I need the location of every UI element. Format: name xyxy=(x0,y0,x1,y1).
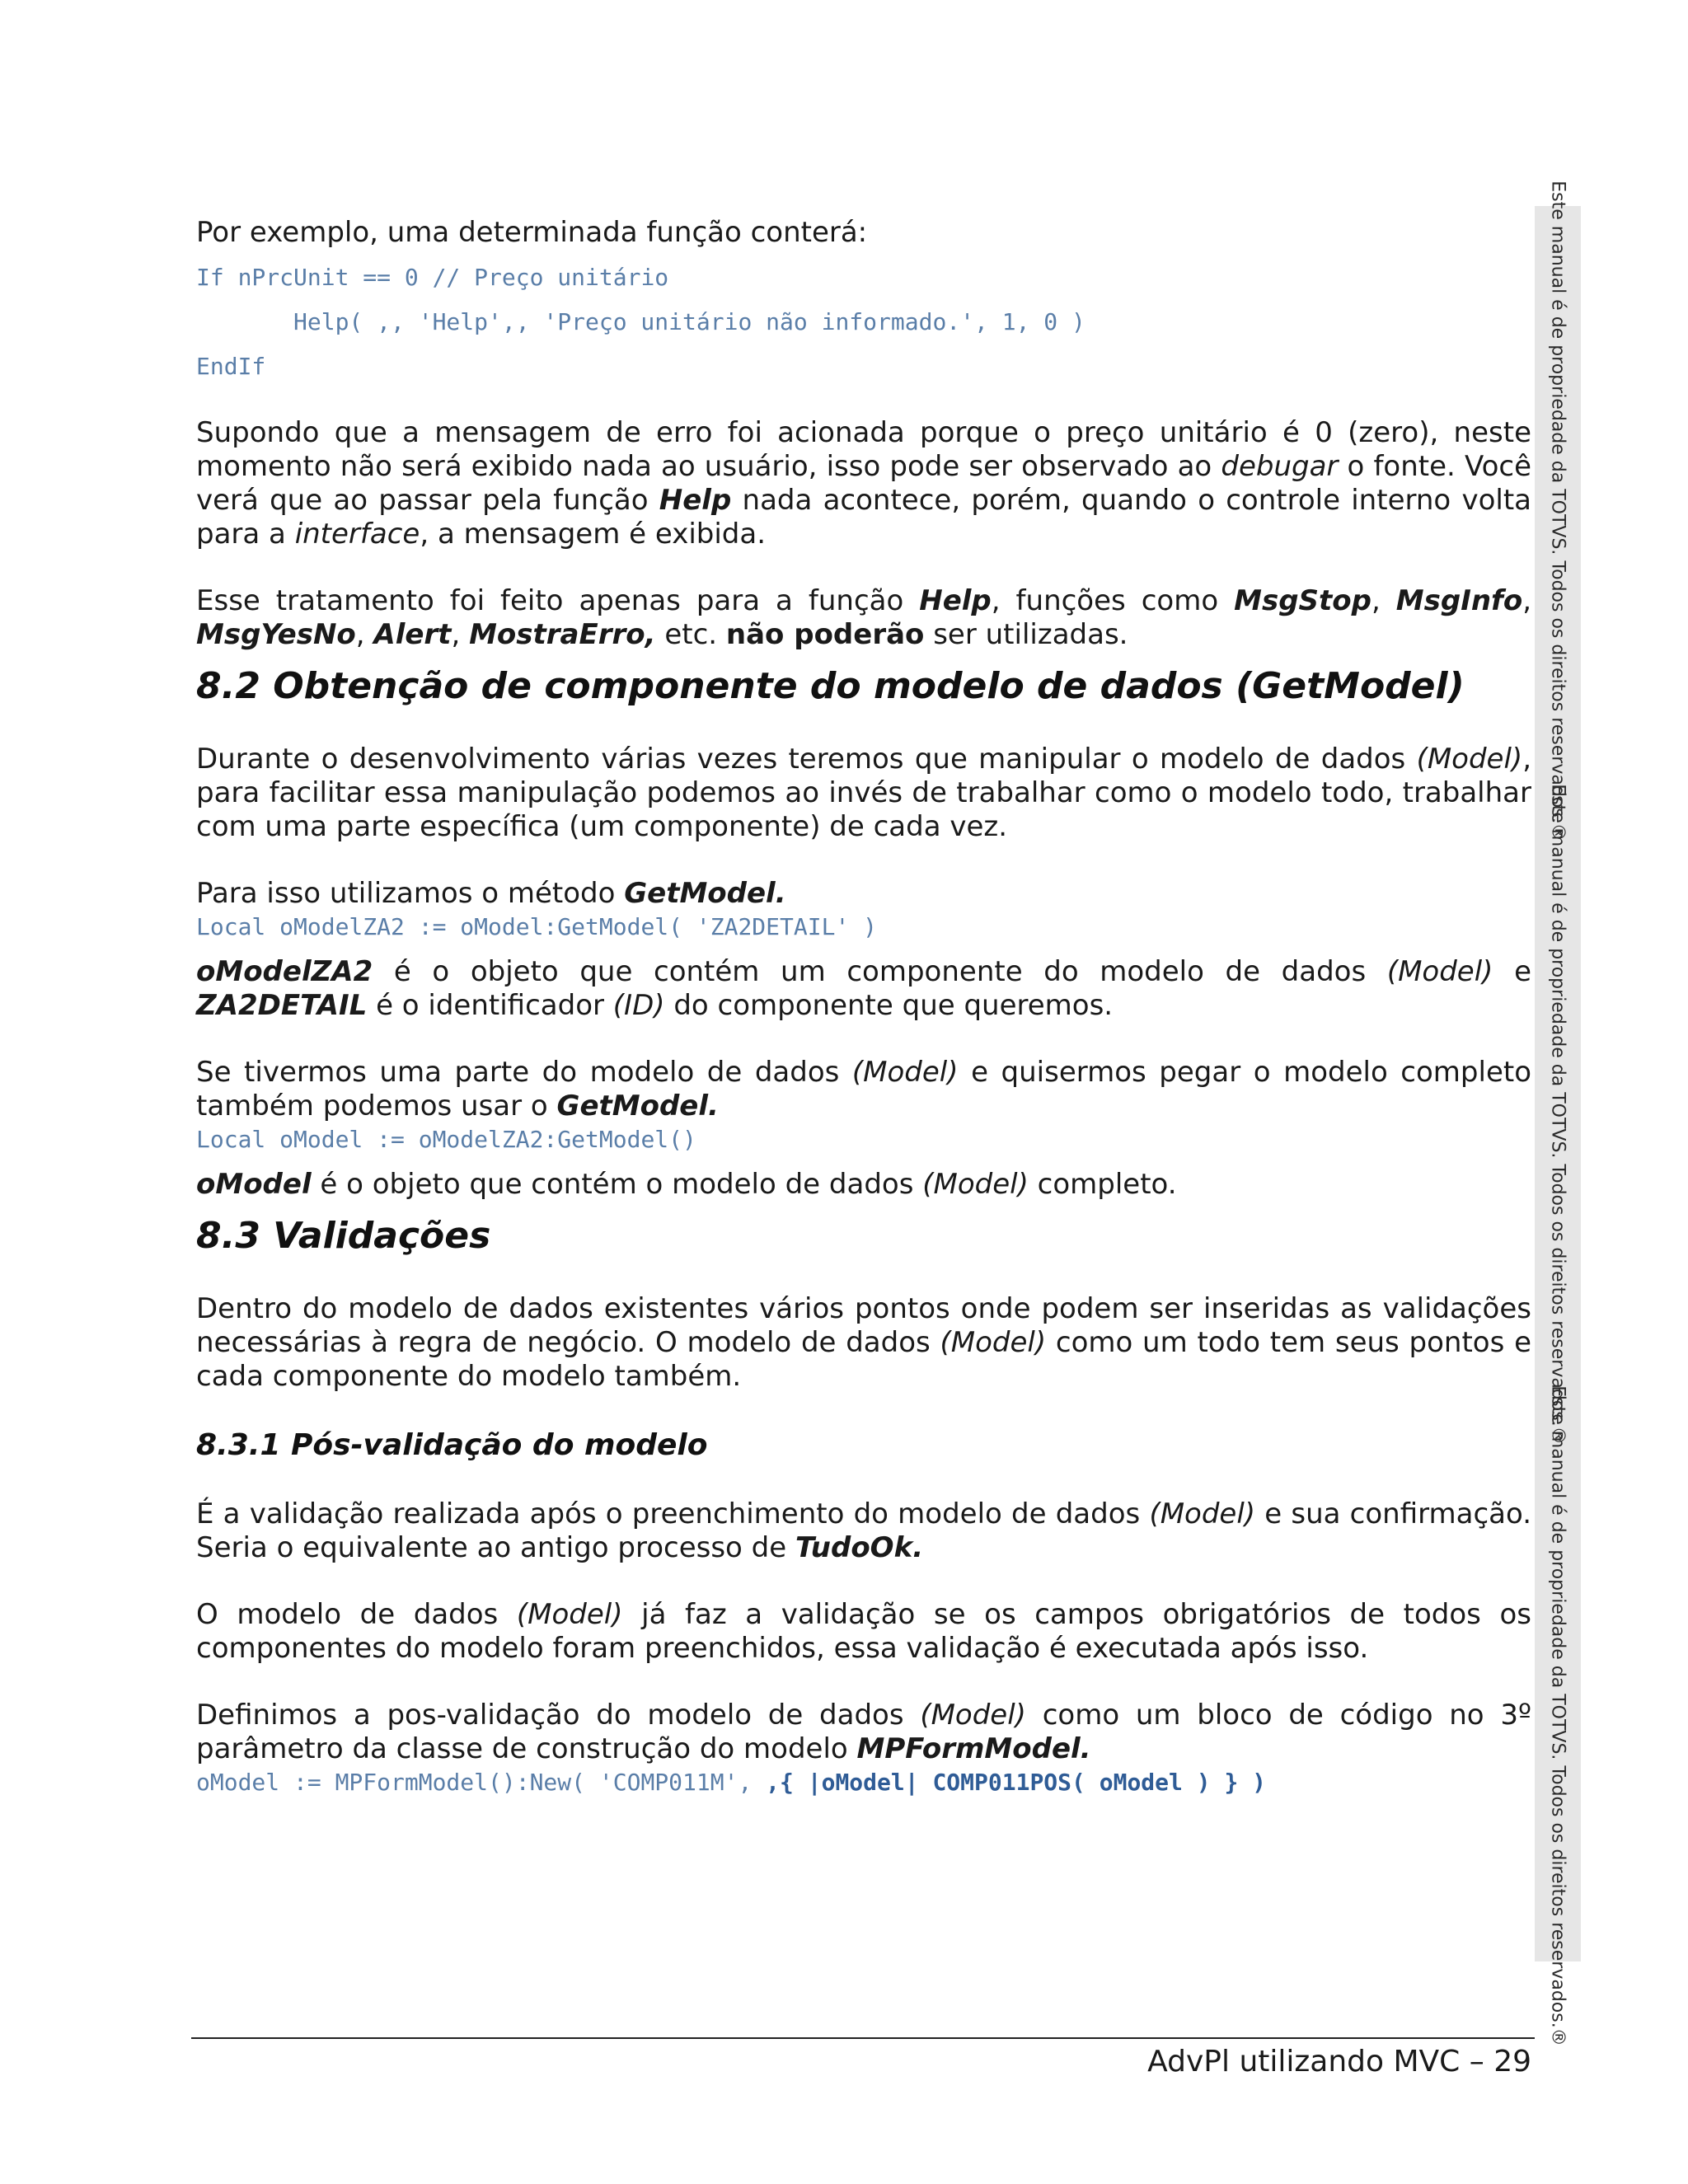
copyright-notice: Este manual é de propriedade da TOTVS. Todos os direitos reservados.® xyxy=(1547,784,1568,1445)
paragraph-modelo-campos: O modelo de dados (Model) já faz a validação se os campos obrigatórios de todos os componentes do modelo foram preenchidos, essa validação é executada após isso. xyxy=(196,1598,1532,1665)
paragraph-definimos: Definimos a pos-validação do modelo de dados (Model) como um bloco de código no 3º parâmetro da classe de construção do modelo MPFormModel. xyxy=(196,1699,1531,1765)
section-heading-8-2: 8.2 Obtenção de componente do modelo de dados (GetModel) xyxy=(196,665,1465,707)
paragraph-validacao: É a validação realizada após o preenchimento do modelo de dados (Model) e sua confirmação. Seria o equivalente ao antigo processo de TudoOk. xyxy=(196,1497,1531,1564)
code-line: Help( ,, 'Help',, 'Preço unitário não informado.', 1, 0 ) xyxy=(293,308,1085,335)
copyright-notice: Este manual é de propriedade da TOTVS. Todos os direitos reservados.® xyxy=(1547,180,1568,841)
paragraph-omodel: oModel é o objeto que contém o modelo de dados (Model) completo. xyxy=(196,1168,1177,1201)
footer-page-label: AdvPl utilizando MVC – 29 xyxy=(1147,2045,1531,2079)
copyright-notice: Este manual é de propriedade da TOTVS. Todos os direitos reservados.® xyxy=(1547,1385,1568,2046)
paragraph-tratamento: Esse tratamento foi feito apenas para a função Help, funções como MsgStop, MsgInfo, MsgYesNo, Alert, MostraErro, etc. não poderão ser utilizadas. xyxy=(196,584,1532,651)
paragraph-omodelza2: oModelZA2 é o objeto que contém um componente do modelo de dados (Model) e ZA2DETAIL é o identificador (ID) do componente que queremos. xyxy=(196,955,1531,1022)
copyright-sidebar xyxy=(1535,180,1581,2046)
footer-divider xyxy=(191,2037,1535,2039)
code-line: EndIf xyxy=(196,353,266,380)
page-content xyxy=(196,216,1531,1799)
intro-paragraph: Por exemplo, uma determinada função conterá: xyxy=(196,216,868,249)
code-line-getmodel-full: Local oModel := oModelZA2:GetModel() xyxy=(196,1126,696,1153)
code-block-help xyxy=(196,261,1531,383)
code-line-mpformmodel: oModel := MPFormModel():New( 'COMP011M', ,{ |oModel| COMP011POS( oModel ) } ) xyxy=(196,1769,1267,1796)
paragraph-durante: Durante o desenvolvimento várias vezes teremos que manipular o modelo de dados (Model), para facilitar essa manipulação podemos ao invés de trabalhar como o modelo todo, trabalhar com uma parte específica (um componente) de cada vez. xyxy=(196,743,1531,843)
paragraph-dentro: Dentro do modelo de dados existentes vários pontos onde podem ser inseridas as validações necessárias à regra de negócio. O modelo de dados (Model) como um todo tem seus pontos e cada componente do modelo também. xyxy=(196,1292,1531,1393)
paragraph-getmodel-method: Para isso utilizamos o método GetModel. xyxy=(196,877,786,910)
section-heading-8-3-1: 8.3.1 Pós-validação do modelo xyxy=(196,1428,708,1462)
paragraph-se-tivermos: Se tivermos uma parte do modelo de dados (Model) e quisermos pegar o modelo completo também podemos usar o GetModel. xyxy=(196,1056,1531,1122)
paragraph-supondo: Supondo que a mensagem de erro foi acionada porque o preço unitário é 0 (zero), neste momento não será exibido nada ao usuário, isso pode ser observado ao debugar o fonte. Você verá que ao passar pela função Help nada acontece, porém, quando o controle interno volta para a interface, a mensagem é exibida. xyxy=(196,416,1531,551)
code-line: If nPrcUnit == 0 // Preço unitário xyxy=(196,264,669,291)
code-line-getmodel-za2: Local oModelZA2 := oModel:GetModel( 'ZA2DETAIL' ) xyxy=(196,913,878,940)
section-heading-8-3: 8.3 Validações xyxy=(196,1215,491,1257)
